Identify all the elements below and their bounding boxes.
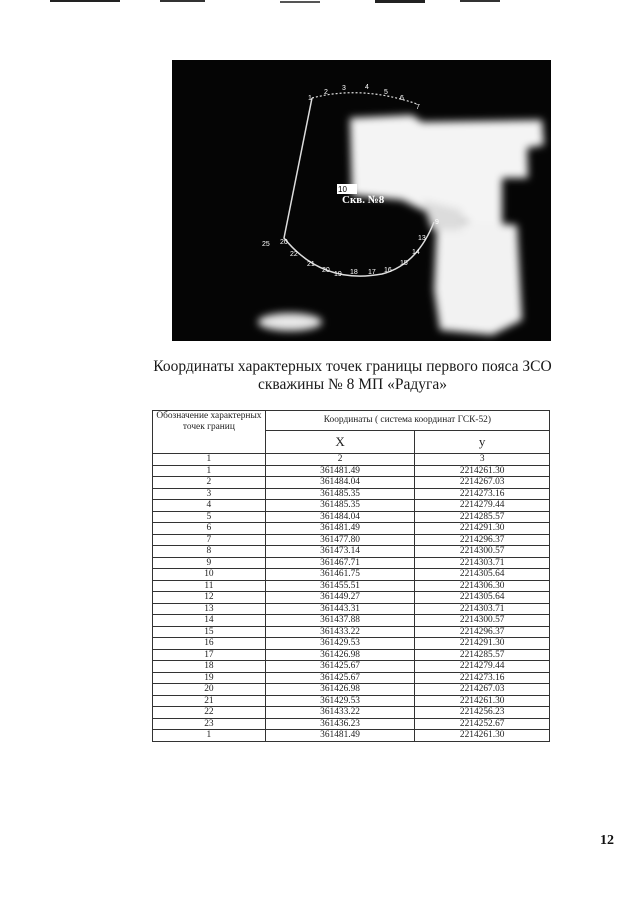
svg-text:9: 9 xyxy=(435,219,439,226)
table-row xyxy=(153,500,550,512)
table-row xyxy=(153,707,550,719)
point-id-cell: 20 xyxy=(153,684,266,696)
caption-line-2: скважины № 8 МП «Радуга» xyxy=(257,376,447,393)
x-coordinate-cell: 361473.14 xyxy=(265,546,415,558)
coordinates-table-body xyxy=(153,411,550,742)
scan-artifact-top xyxy=(0,0,640,10)
index-cell: 3 xyxy=(415,454,550,466)
table-row xyxy=(153,615,550,627)
y-coordinate-cell: 2214261.30 xyxy=(415,730,550,742)
x-coordinate-cell: 361485.35 xyxy=(265,488,415,500)
site-map-photo xyxy=(172,60,551,341)
point-id-cell: 21 xyxy=(153,695,266,707)
y-coordinate-cell: 2214303.71 xyxy=(415,603,550,615)
svg-text:7: 7 xyxy=(416,104,420,111)
svg-text:18: 18 xyxy=(350,269,358,276)
point-id-cell: 23 xyxy=(153,718,266,730)
x-coordinate-cell: 361481.49 xyxy=(265,465,415,477)
building-shapes xyxy=(258,115,544,335)
table-row xyxy=(153,580,550,592)
table-row xyxy=(153,488,550,500)
point-id-cell: 1 xyxy=(153,730,266,742)
svg-text:20: 20 xyxy=(280,239,288,246)
x-coordinate-cell: 361461.75 xyxy=(265,569,415,581)
x-coordinate-cell: 361425.67 xyxy=(265,661,415,673)
x-coordinate-cell: 361429.53 xyxy=(265,638,415,650)
x-coordinate-cell: 361485.35 xyxy=(265,500,415,512)
svg-text:21: 21 xyxy=(307,261,315,268)
svg-text:13: 13 xyxy=(418,235,426,242)
svg-text:14: 14 xyxy=(412,249,420,256)
svg-text:16: 16 xyxy=(384,267,392,274)
table-row xyxy=(153,672,550,684)
point-id-cell: 19 xyxy=(153,672,266,684)
table-row xyxy=(153,511,550,523)
point-id-cell: 13 xyxy=(153,603,266,615)
svg-text:5: 5 xyxy=(384,89,388,96)
index-cell: 2 xyxy=(265,454,415,466)
table-row xyxy=(153,546,550,558)
table-index-row xyxy=(153,454,550,466)
point-id-cell: 17 xyxy=(153,649,266,661)
coordinates-table xyxy=(152,410,550,742)
table-row xyxy=(153,557,550,569)
svg-text:10: 10 xyxy=(338,185,347,194)
x-coordinate-cell: 361481.49 xyxy=(265,730,415,742)
y-coordinate-cell: 2214303.71 xyxy=(415,557,550,569)
point-id-cell: 22 xyxy=(153,707,266,719)
y-coordinate-cell: 2214279.44 xyxy=(415,500,550,512)
table-row xyxy=(153,638,550,650)
header-y: y xyxy=(415,431,550,454)
point-id-cell: 12 xyxy=(153,592,266,604)
table-row xyxy=(153,569,550,581)
svg-text:20: 20 xyxy=(322,267,330,274)
svg-text:2: 2 xyxy=(324,89,328,96)
table-row xyxy=(153,718,550,730)
y-coordinate-cell: 2214273.16 xyxy=(415,488,550,500)
svg-text:22: 22 xyxy=(290,251,298,258)
header-point-label: Обозначение характерных точек границ xyxy=(153,411,266,454)
x-coordinate-cell: 361429.53 xyxy=(265,695,415,707)
y-coordinate-cell: 2214285.57 xyxy=(415,649,550,661)
y-coordinate-cell: 2214261.30 xyxy=(415,465,550,477)
x-coordinate-cell: 361433.22 xyxy=(265,626,415,638)
x-coordinate-cell: 361477.80 xyxy=(265,534,415,546)
svg-text:3: 3 xyxy=(342,85,346,92)
x-coordinate-cell: 361437.88 xyxy=(265,615,415,627)
x-coordinate-cell: 361433.22 xyxy=(265,707,415,719)
table-row xyxy=(153,684,550,696)
y-coordinate-cell: 2214291.30 xyxy=(415,638,550,650)
table-row xyxy=(153,695,550,707)
point-id-cell: 15 xyxy=(153,626,266,638)
point-id-cell: 5 xyxy=(153,511,266,523)
y-coordinate-cell: 2214296.37 xyxy=(415,626,550,638)
x-coordinate-cell: 361426.98 xyxy=(265,649,415,661)
x-coordinate-cell: 361443.31 xyxy=(265,603,415,615)
svg-text:17: 17 xyxy=(368,269,376,276)
x-coordinate-cell: 361484.04 xyxy=(265,477,415,489)
table-row xyxy=(153,603,550,615)
point-id-cell: 2 xyxy=(153,477,266,489)
table-row xyxy=(153,730,550,742)
point-id-cell: 3 xyxy=(153,488,266,500)
point-id-cell: 6 xyxy=(153,523,266,535)
x-coordinate-cell: 361481.49 xyxy=(265,523,415,535)
well-label: Скв. №8 xyxy=(342,194,385,206)
x-coordinate-cell: 361426.98 xyxy=(265,684,415,696)
table-row xyxy=(153,661,550,673)
svg-text:4: 4 xyxy=(365,84,369,91)
y-coordinate-cell: 2214256.23 xyxy=(415,707,550,719)
y-coordinate-cell: 2214300.57 xyxy=(415,615,550,627)
y-coordinate-cell: 2214261.30 xyxy=(415,695,550,707)
point-id-cell: 4 xyxy=(153,500,266,512)
caption-line-1: Координаты характерных точек границы первого пояса ЗСО xyxy=(153,358,552,375)
x-coordinate-cell: 361449.27 xyxy=(265,592,415,604)
x-coordinate-cell: 361455.51 xyxy=(265,580,415,592)
point-id-cell: 7 xyxy=(153,534,266,546)
y-coordinate-cell: 2214306.30 xyxy=(415,580,550,592)
point-id-cell: 18 xyxy=(153,661,266,673)
y-coordinate-cell: 2214267.03 xyxy=(415,477,550,489)
x-coordinate-cell: 361484.04 xyxy=(265,511,415,523)
point-id-cell: 16 xyxy=(153,638,266,650)
y-coordinate-cell: 2214305.64 xyxy=(415,592,550,604)
svg-text:1: 1 xyxy=(308,95,312,102)
page-number: 12 xyxy=(600,833,614,848)
point-id-cell: 11 xyxy=(153,580,266,592)
table-row xyxy=(153,626,550,638)
point-id-cell: 1 xyxy=(153,465,266,477)
table-row xyxy=(153,592,550,604)
header-x: X xyxy=(265,431,415,454)
svg-text:25: 25 xyxy=(262,241,270,248)
table-row xyxy=(153,465,550,477)
svg-text:19: 19 xyxy=(334,271,342,278)
table-row xyxy=(153,534,550,546)
x-coordinate-cell: 361467.71 xyxy=(265,557,415,569)
x-coordinate-cell: 361436.23 xyxy=(265,718,415,730)
svg-text:6: 6 xyxy=(400,95,404,102)
point-id-cell: 8 xyxy=(153,546,266,558)
table-row xyxy=(153,523,550,535)
point-id-cell: 10 xyxy=(153,569,266,581)
y-coordinate-cell: 2214300.57 xyxy=(415,546,550,558)
y-coordinate-cell: 2214273.16 xyxy=(415,672,550,684)
index-cell: 1 xyxy=(153,454,266,466)
table-header-row xyxy=(153,411,550,431)
header-coordinates: Координаты ( система координат ГСК-52) xyxy=(265,411,549,431)
y-coordinate-cell: 2214291.30 xyxy=(415,523,550,535)
y-coordinate-cell: 2214305.64 xyxy=(415,569,550,581)
y-coordinate-cell: 2214267.03 xyxy=(415,684,550,696)
table-row xyxy=(153,477,550,489)
y-coordinate-cell: 2214285.57 xyxy=(415,511,550,523)
y-coordinate-cell: 2214252.67 xyxy=(415,718,550,730)
point-id-cell: 14 xyxy=(153,615,266,627)
svg-text:15: 15 xyxy=(400,260,408,267)
x-coordinate-cell: 361425.67 xyxy=(265,672,415,684)
table-row xyxy=(153,649,550,661)
table-caption xyxy=(130,358,575,394)
y-coordinate-cell: 2214279.44 xyxy=(415,661,550,673)
y-coordinate-cell: 2214296.37 xyxy=(415,534,550,546)
point-id-cell: 9 xyxy=(153,557,266,569)
